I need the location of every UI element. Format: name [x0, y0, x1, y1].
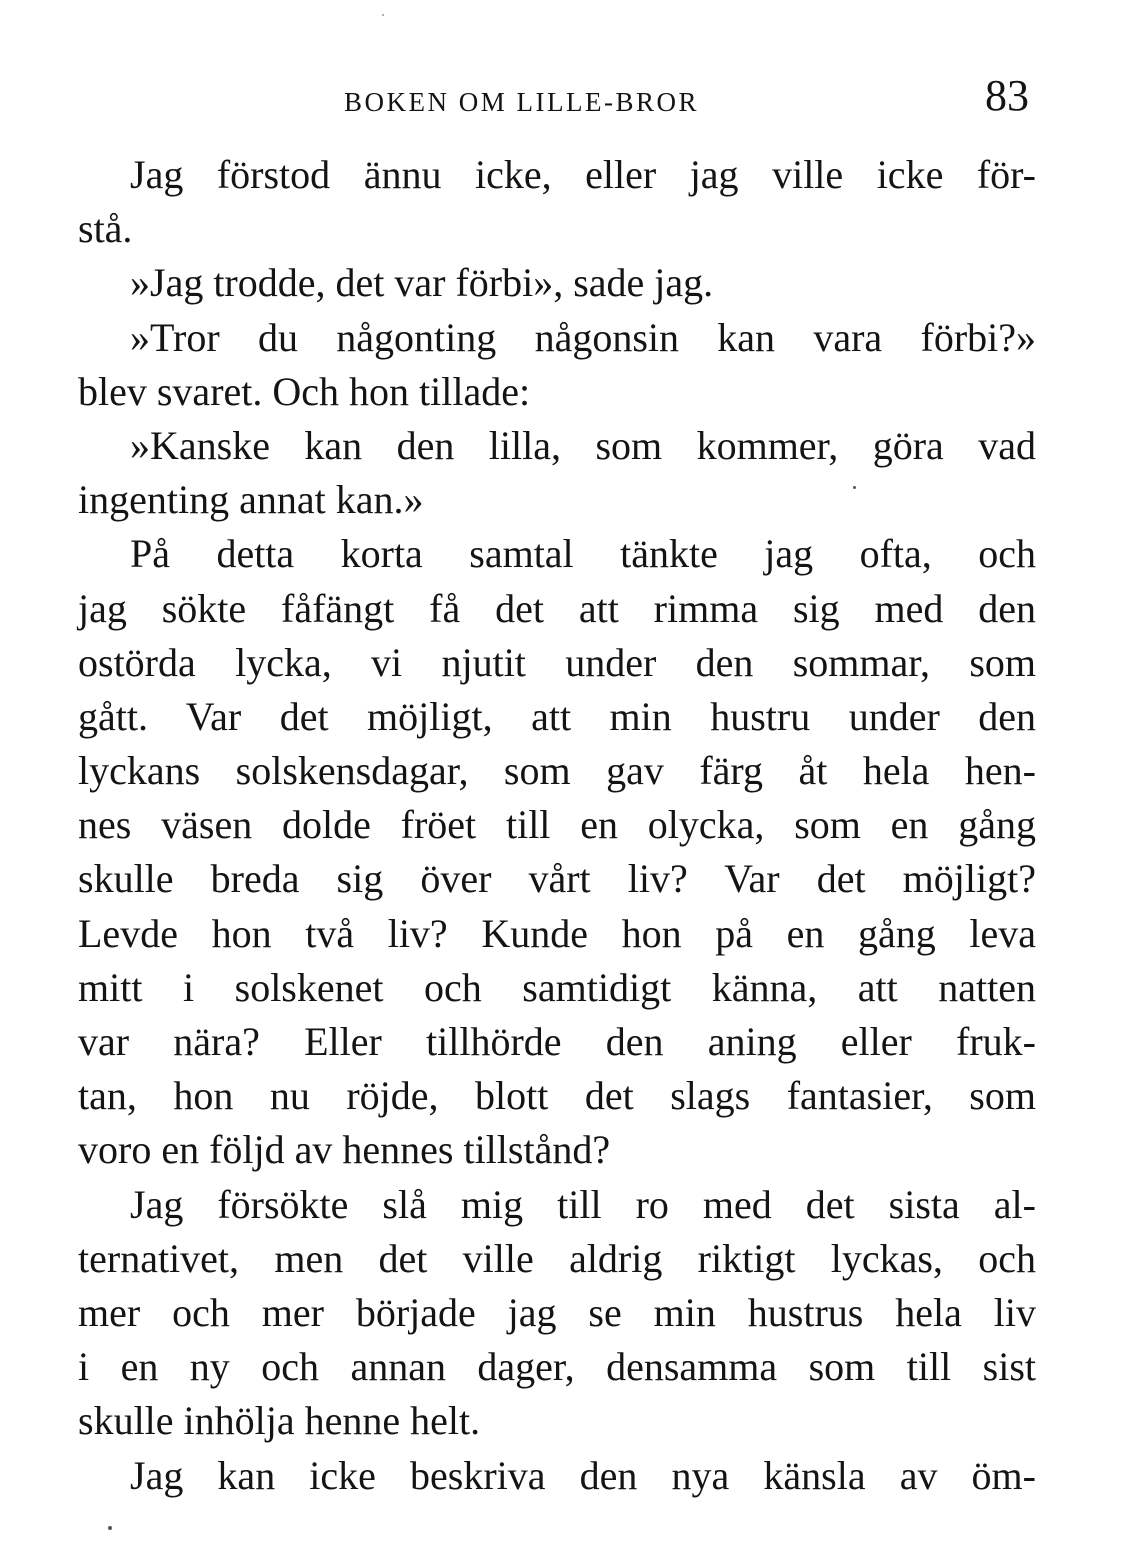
text-line: lyckans solskensdagar, som gav färg åt hela hen-	[78, 748, 1036, 794]
text-line: voro en följd av hennes tillstånd?	[78, 1127, 611, 1173]
text-line: skulle inhölja henne helt.	[78, 1398, 481, 1444]
text-line: På detta korta samtal tänkte jag ofta, och	[130, 531, 1036, 577]
text-line: »Tror du någonting någonsin kan vara förbi?»	[130, 314, 1036, 360]
text-line: ingenting annat kan.»	[78, 477, 424, 523]
text-line: Levde hon två liv? Kunde hon på en gång leva	[78, 910, 1036, 956]
text-line: »Kanske kan den lilla, som kommer, göra vad	[130, 422, 1036, 468]
paper-speck	[108, 1526, 112, 1530]
text-line: Jag förstod ännu icke, eller jag ville icke för-	[130, 152, 1036, 197]
running-title: BOKEN OM LILLE-BROR	[344, 87, 699, 117]
text-line: nes väsen dolde fröet till en olycka, som en gång	[78, 802, 1036, 848]
text-line: blev svaret. Och hon tillade:	[78, 368, 531, 414]
text-line: var nära? Eller tillhörde den aning eller fruk-	[78, 1019, 1036, 1064]
text-line: mer och mer började jag se min hustrus hela liv	[78, 1289, 1036, 1335]
page-number: 83	[985, 71, 1029, 120]
text-line: Jag kan icke beskriva den nya känsla av öm-	[130, 1452, 1036, 1498]
text-line: ostörda lycka, vi njutit under den sommar, som	[78, 639, 1036, 685]
text-line: ternativet, men det ville aldrig riktigt lyckas, och	[78, 1235, 1036, 1281]
text-line: skulle breda sig över vårt liv? Var det möjligt?	[78, 856, 1036, 902]
body-text	[78, 148, 1036, 1503]
text-line: mitt i solskenet och samtidigt känna, att natten	[78, 964, 1036, 1010]
paper-speck	[853, 486, 856, 489]
text-line: i en ny och annan dager, densamma som till sist	[78, 1344, 1036, 1390]
text-line: gått. Var det möjligt, att min hustru under den	[78, 693, 1036, 739]
text-line: Jag försökte slå mig till ro med det sista al-	[130, 1181, 1036, 1227]
text-line: tan, hon nu röjde, blott det slags fantasier, som	[78, 1073, 1036, 1119]
text-line: jag sökte fåfängt få det att rimma sig med den	[78, 585, 1036, 631]
text-line: stå.	[78, 206, 133, 252]
paper-speck	[382, 14, 384, 16]
text-line: »Jag trodde, det var förbi», sade jag.	[130, 260, 714, 306]
